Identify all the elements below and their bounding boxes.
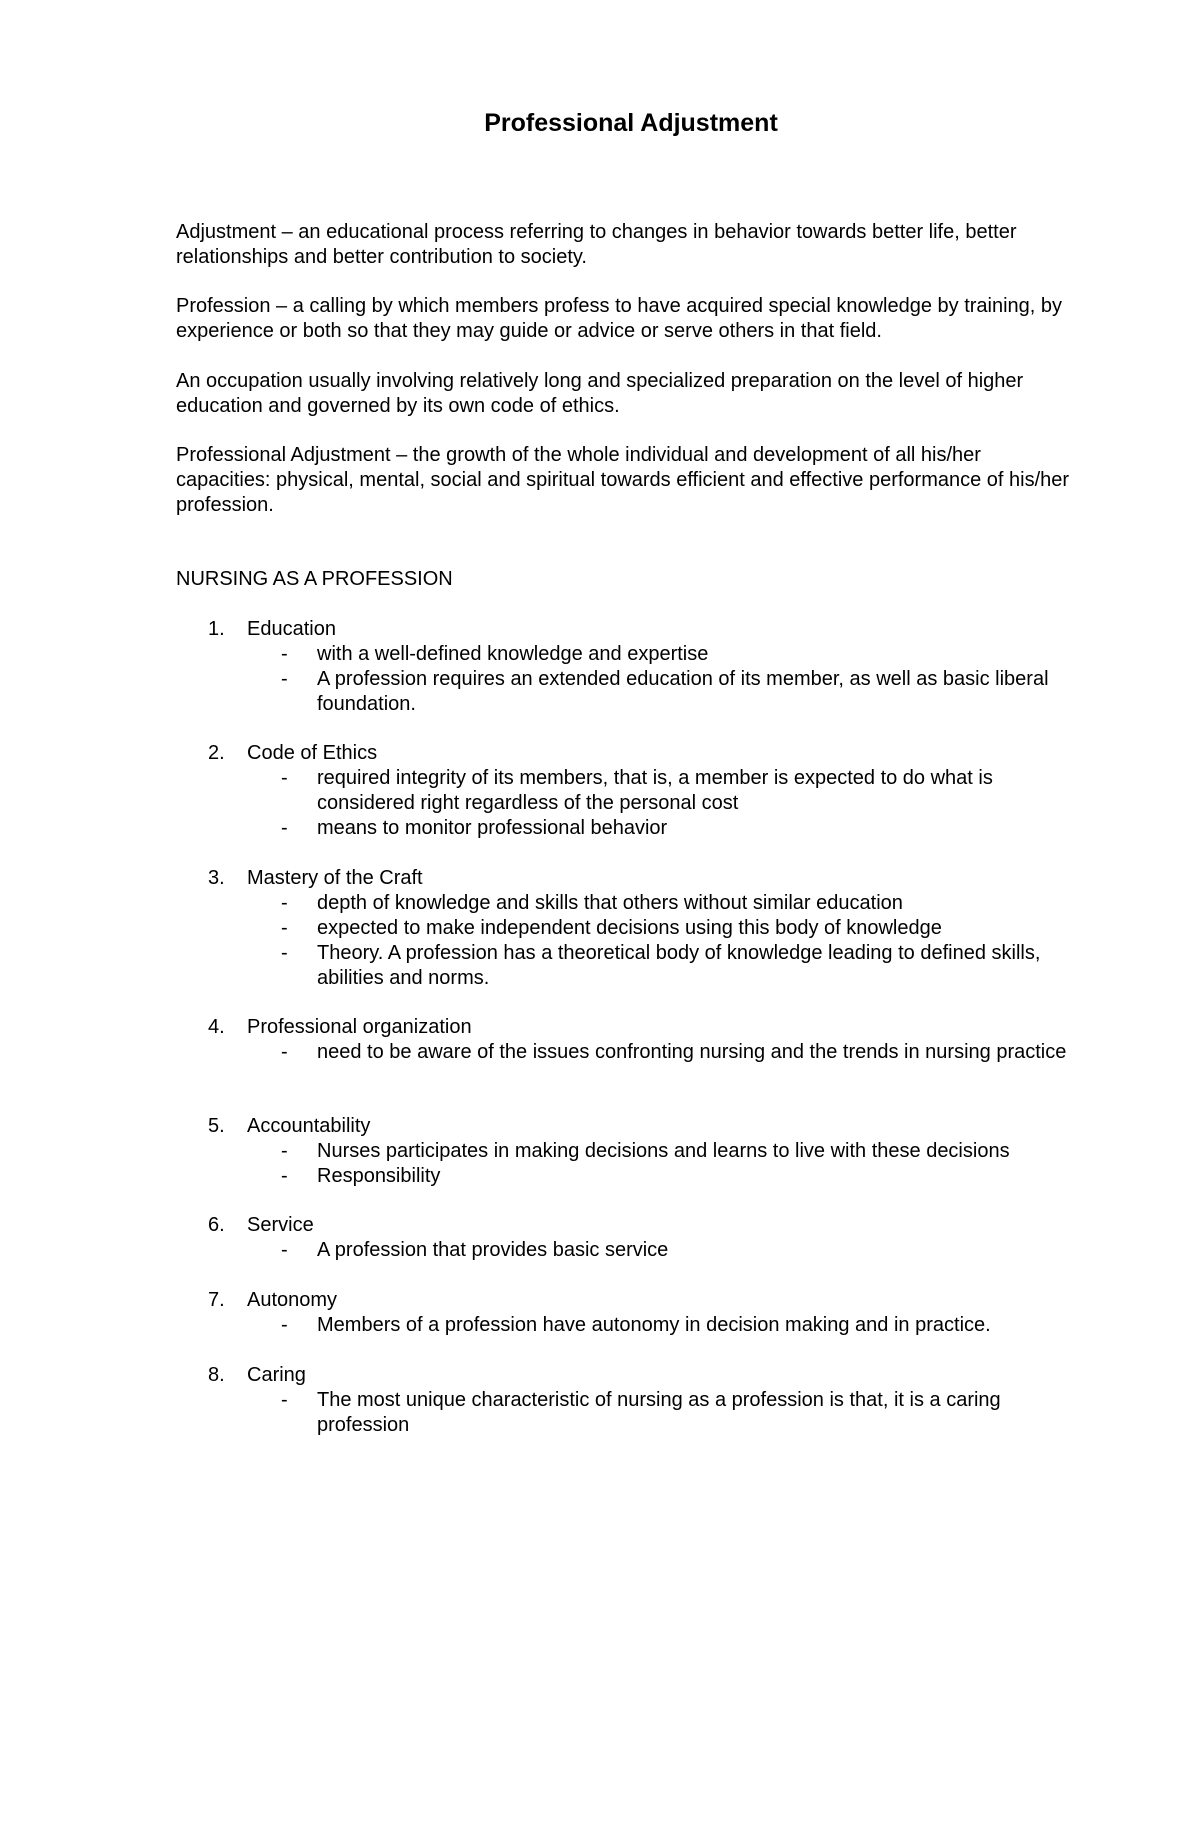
document-page bbox=[176, 0, 1086, 1835]
list-item bbox=[176, 1114, 1086, 1189]
list-item bbox=[176, 741, 1086, 841]
sub-item bbox=[176, 1238, 1086, 1263]
list-item-number: 8. bbox=[208, 1364, 225, 1386]
sub-item-text: A profession that provides basic service bbox=[317, 1239, 669, 1261]
list-item-label: Mastery of the Craft bbox=[247, 867, 423, 889]
sub-item-text: required integrity of its members, that is, a member is expected to do what is considered right regardless of the personal cost bbox=[317, 767, 993, 814]
list-item-number: 4. bbox=[208, 1016, 225, 1038]
dash-bullet: - bbox=[281, 817, 288, 839]
paragraph-professional-adjustment: Professional Adjustment – the growth of the whole individual and development of all his/her capacities: physical, mental, social and spiritual towards efficient and effective performance of his/her profession. bbox=[176, 444, 1070, 516]
list-item-label: Accountability bbox=[247, 1115, 371, 1137]
sub-item bbox=[176, 941, 1086, 991]
list-item-number: 2. bbox=[208, 742, 225, 764]
dash-bullet: - bbox=[281, 942, 288, 964]
list-item-label: Service bbox=[247, 1214, 314, 1236]
list-item bbox=[176, 866, 1086, 991]
list-item-label: Professional organization bbox=[247, 1016, 472, 1038]
sub-item bbox=[176, 916, 1086, 941]
list-item bbox=[176, 1363, 1086, 1438]
list-item bbox=[176, 1213, 1086, 1263]
dash-bullet: - bbox=[281, 917, 288, 939]
sub-item bbox=[176, 667, 1086, 717]
dash-bullet: - bbox=[281, 767, 288, 789]
dash-bullet: - bbox=[281, 668, 288, 690]
page-title: Professional Adjustment bbox=[484, 109, 778, 137]
paragraph-adjustment: Adjustment – an educational process referring to changes in behavior towards better life, better relationships and better contribution to society. bbox=[176, 221, 1017, 268]
sub-item bbox=[176, 1388, 1086, 1438]
sub-item-text: Responsibility bbox=[317, 1165, 441, 1187]
dash-bullet: - bbox=[281, 643, 288, 665]
dash-bullet: - bbox=[281, 1165, 288, 1187]
sub-item-text: The most unique characteristic of nursing as a profession is that, it is a caring profession bbox=[317, 1389, 1001, 1436]
sub-item-text: Nurses participates in making decisions and learns to live with these decisions bbox=[317, 1140, 1010, 1162]
paragraph-profession: Profession – a calling by which members profess to have acquired special knowledge by training, by experience or both so that they may guide or advice or serve others in that field. bbox=[176, 295, 1063, 342]
sub-item-text: depth of knowledge and skills that others without similar education bbox=[317, 892, 903, 914]
sub-item-text: A profession requires an extended education of its member, as well as basic liberal foundation. bbox=[317, 668, 1049, 715]
list-item-number: 1. bbox=[208, 618, 225, 640]
list-item-number: 6. bbox=[208, 1214, 225, 1236]
list-item bbox=[176, 617, 1086, 717]
list-item-label: Caring bbox=[247, 1364, 306, 1386]
dash-bullet: - bbox=[281, 1239, 288, 1261]
sub-item bbox=[176, 1164, 1086, 1189]
list-item-number: 3. bbox=[208, 867, 225, 889]
sub-item bbox=[176, 766, 1086, 816]
dash-bullet: - bbox=[281, 1389, 288, 1411]
dash-bullet: - bbox=[281, 1140, 288, 1162]
sub-item bbox=[176, 816, 1086, 841]
dash-bullet: - bbox=[281, 1314, 288, 1336]
sub-item-text: Members of a profession have autonomy in decision making and in practice. bbox=[317, 1314, 991, 1336]
list-item bbox=[176, 1288, 1086, 1338]
sub-item bbox=[176, 891, 1086, 916]
list-item-label: Code of Ethics bbox=[247, 742, 378, 764]
list-item bbox=[176, 1015, 1086, 1065]
list-item-number: 5. bbox=[208, 1115, 225, 1137]
list-item-label: Education bbox=[247, 618, 336, 640]
sub-item bbox=[176, 1313, 1086, 1338]
sub-item bbox=[176, 642, 1086, 667]
paragraph-occupation: An occupation usually involving relatively long and specialized preparation on the level of higher education and governed by its own code of ethics. bbox=[176, 370, 1024, 417]
sub-item-text: need to be aware of the issues confronting nursing and the trends in nursing practice bbox=[317, 1041, 1067, 1063]
sub-item-text: expected to make independent decisions using this body of knowledge bbox=[317, 917, 942, 939]
dash-bullet: - bbox=[281, 1041, 288, 1063]
section-heading: NURSING AS A PROFESSION bbox=[176, 568, 453, 590]
sub-item bbox=[176, 1040, 1086, 1065]
sub-item bbox=[176, 1139, 1086, 1164]
sub-item-text: with a well-defined knowledge and expertise bbox=[317, 643, 709, 665]
list-item-label: Autonomy bbox=[247, 1289, 338, 1311]
list-item-number: 7. bbox=[208, 1289, 225, 1311]
sub-item-text: Theory. A profession has a theoretical body of knowledge leading to defined skills, abilities and norms. bbox=[317, 942, 1041, 989]
sub-item-text: means to monitor professional behavior bbox=[317, 817, 668, 839]
dash-bullet: - bbox=[281, 892, 288, 914]
